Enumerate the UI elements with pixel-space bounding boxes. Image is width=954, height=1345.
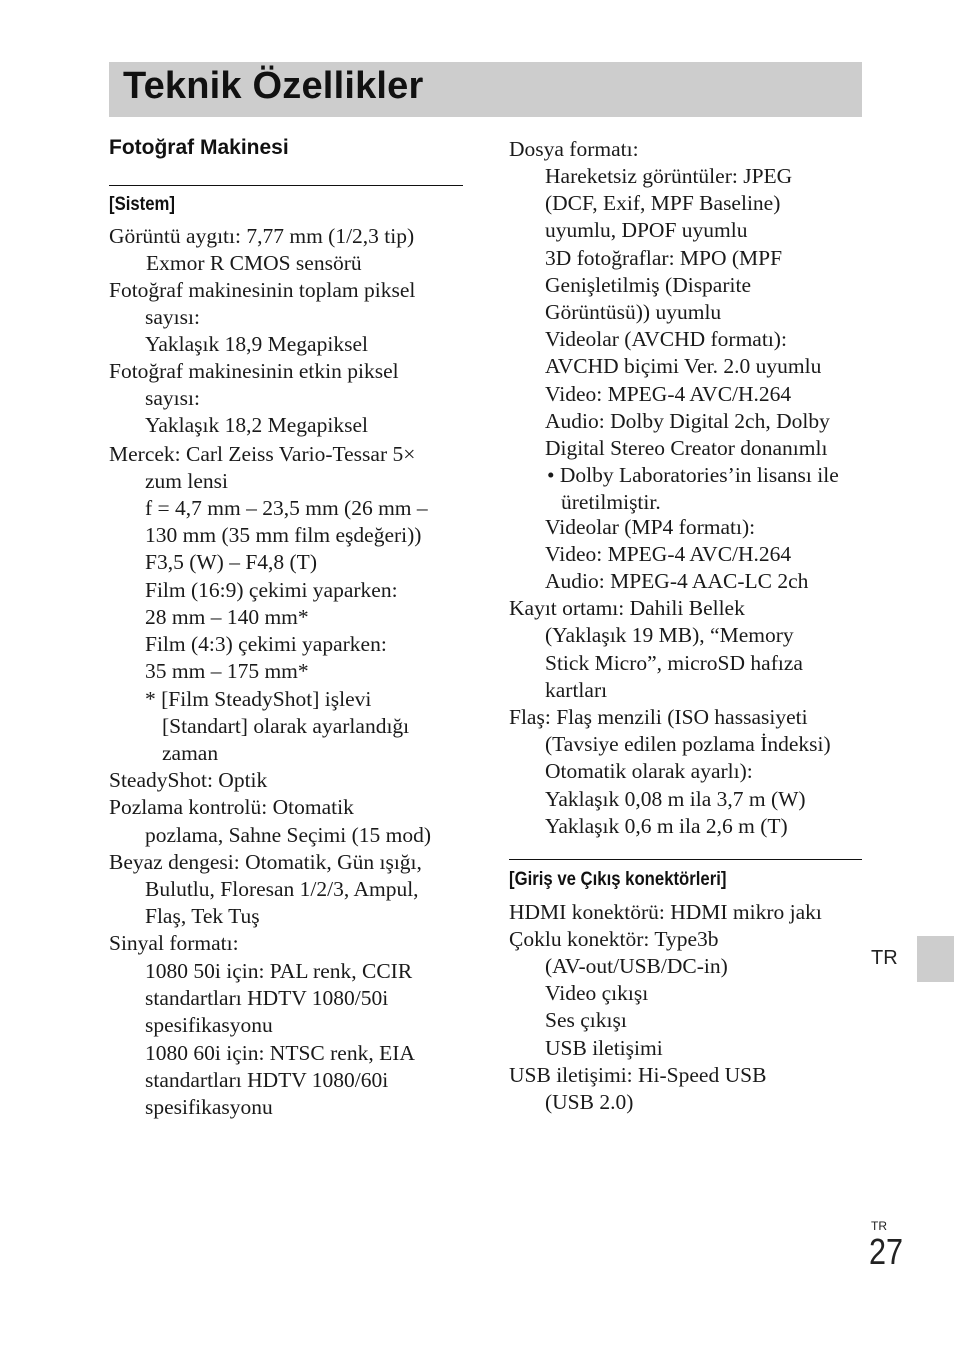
section-heading-connectors: [Giriş ve Çıkış konektörleri]: [509, 869, 727, 890]
spec-line: Dosya formatı:: [509, 137, 639, 161]
spec-line: Bulutlu, Floresan 1/2/3, Ampul,: [145, 877, 419, 901]
spec-line: Yaklaşık 0,6 m ila 2,6 m (T): [545, 814, 788, 838]
spec-line: SteadyShot: Optik: [109, 768, 268, 792]
footer-language: TR: [871, 1219, 887, 1233]
spec-line: Film (16:9) çekimi yaparken:: [145, 578, 398, 602]
spec-line: standartları HDTV 1080/50i: [145, 986, 389, 1010]
spec-line: Pozlama kontrolü: Otomatik: [109, 795, 354, 819]
spec-line: Fotoğraf makinesinin toplam piksel: [109, 278, 416, 302]
spec-line: Yaklaşık 0,08 m ila 3,7 m (W): [545, 787, 806, 811]
footnote-line: zaman: [162, 741, 219, 765]
title-bar: [109, 62, 862, 117]
spec-line: f = 4,7 mm – 23,5 mm (26 mm –: [145, 496, 428, 520]
spec-line: (USB 2.0): [545, 1090, 634, 1114]
spec-line: Film (4:3) çekimi yaparken:: [145, 632, 387, 656]
spec-line: Audio: Dolby Digital 2ch, Dolby: [545, 409, 830, 433]
spec-line: Yaklaşık 18,9 Megapiksel: [145, 332, 368, 356]
spec-line: kartları: [545, 678, 608, 702]
spec-line: 28 mm – 140 mm*: [145, 605, 309, 629]
spec-line: USB iletişimi: Hi-Speed USB: [509, 1063, 767, 1087]
spec-line: Videolar (MP4 formatı):: [545, 515, 756, 539]
language-tab-label: TR: [871, 947, 898, 969]
spec-line: 35 mm – 175 mm*: [145, 659, 309, 683]
spec-line: Video: MPEG-4 AVC/H.264: [545, 542, 792, 566]
spec-line: Sinyal formatı:: [109, 931, 239, 955]
spec-line: Otomatik olarak ayarlı):: [545, 759, 753, 783]
spec-line: Hareketsiz görüntüler: JPEG: [545, 164, 793, 188]
spec-line: sayısı:: [145, 386, 200, 410]
spec-line: Mercek: Carl Zeiss Vario-Tessar 5×: [109, 442, 416, 466]
spec-line: AVCHD biçimi Ver. 2.0 uyumlu: [545, 354, 822, 378]
spec-line: 1080 60i için: NTSC renk, EIA: [145, 1041, 415, 1065]
section-rule-left: [109, 185, 463, 186]
spec-line: pozlama, Sahne Seçimi (15 mod): [145, 823, 431, 847]
spec-line: F3,5 (W) – F4,8 (T): [145, 550, 317, 574]
spec-line: sayısı:: [145, 305, 200, 329]
spec-line: Audio: MPEG-4 AAC-LC 2ch: [545, 569, 809, 593]
spec-line: Digital Stereo Creator donanımlı: [545, 436, 828, 460]
spec-line: USB iletişimi: [545, 1036, 663, 1060]
spec-line: Görüntüsü)) uyumlu: [545, 300, 722, 324]
spec-line: Exmor R CMOS sensörü: [146, 251, 362, 275]
language-tab: [917, 936, 954, 982]
spec-line: Fotoğraf makinesinin etkin piksel: [109, 359, 399, 383]
spec-line: Beyaz dengesi: Otomatik, Gün ışığı,: [109, 850, 422, 874]
spec-line: zum lensi: [145, 469, 228, 493]
spec-line: Genişletilmiş (Disparite: [545, 273, 752, 297]
spec-line: standartları HDTV 1080/60i: [145, 1068, 389, 1092]
spec-line: uyumlu, DPOF uyumlu: [545, 218, 748, 242]
section-heading-system: [Sistem]: [109, 194, 175, 215]
page-number: 27: [869, 1231, 904, 1272]
spec-line: Yaklaşık 18,2 Megapiksel: [145, 413, 368, 437]
bullet-note: üretilmiştir.: [561, 490, 661, 514]
section-rule-right: [509, 859, 862, 860]
spec-line: Video çıkışı: [545, 981, 649, 1005]
spec-line: (Yaklaşık 19 MB), “Memory: [545, 623, 794, 647]
spec-line: (Tavsiye edilen pozlama İndeksi): [545, 732, 831, 756]
spec-line: Stick Micro”, microSD hafıza: [545, 651, 803, 675]
page-title: Teknik Özellikler: [123, 65, 424, 107]
spec-line: Çoklu konektör: Type3b: [509, 927, 719, 951]
spec-line: spesifikasyonu: [145, 1013, 273, 1037]
spec-line: Videolar (AVCHD formatı):: [545, 327, 787, 351]
spec-line: Ses çıkışı: [545, 1008, 627, 1032]
spec-line: (DCF, Exif, MPF Baseline): [545, 191, 781, 215]
spec-line: 3D fotoğraflar: MPO (MPF: [545, 246, 783, 270]
subtitle: Fotoğraf Makinesi: [109, 136, 289, 159]
spec-line: (AV-out/USB/DC-in): [545, 954, 728, 978]
spec-line: spesifikasyonu: [145, 1095, 273, 1119]
spec-line: Görüntü aygıtı: 7,77 mm (1/2,3 tip): [109, 224, 415, 248]
spec-line: HDMI konektörü: HDMI mikro jakı: [509, 900, 822, 924]
footnote-line: * [Film SteadyShot] işlevi: [145, 687, 372, 711]
spec-line: 1080 50i için: PAL renk, CCIR: [145, 959, 413, 983]
footnote-line: [Standart] olarak ayarlandığı: [162, 714, 410, 738]
spec-line: 130 mm (35 mm film eşdeğeri)): [145, 523, 422, 547]
spec-line: Flaş: Flaş menzili (ISO hassasiyeti: [509, 705, 808, 729]
spec-line: Kayıt ortamı: Dahili Bellek: [509, 596, 745, 620]
bullet-note: • Dolby Laboratories’in lisansı ile: [547, 463, 839, 487]
spec-line: Video: MPEG-4 AVC/H.264: [545, 382, 792, 406]
spec-line: Flaş, Tek Tuş: [145, 904, 260, 928]
